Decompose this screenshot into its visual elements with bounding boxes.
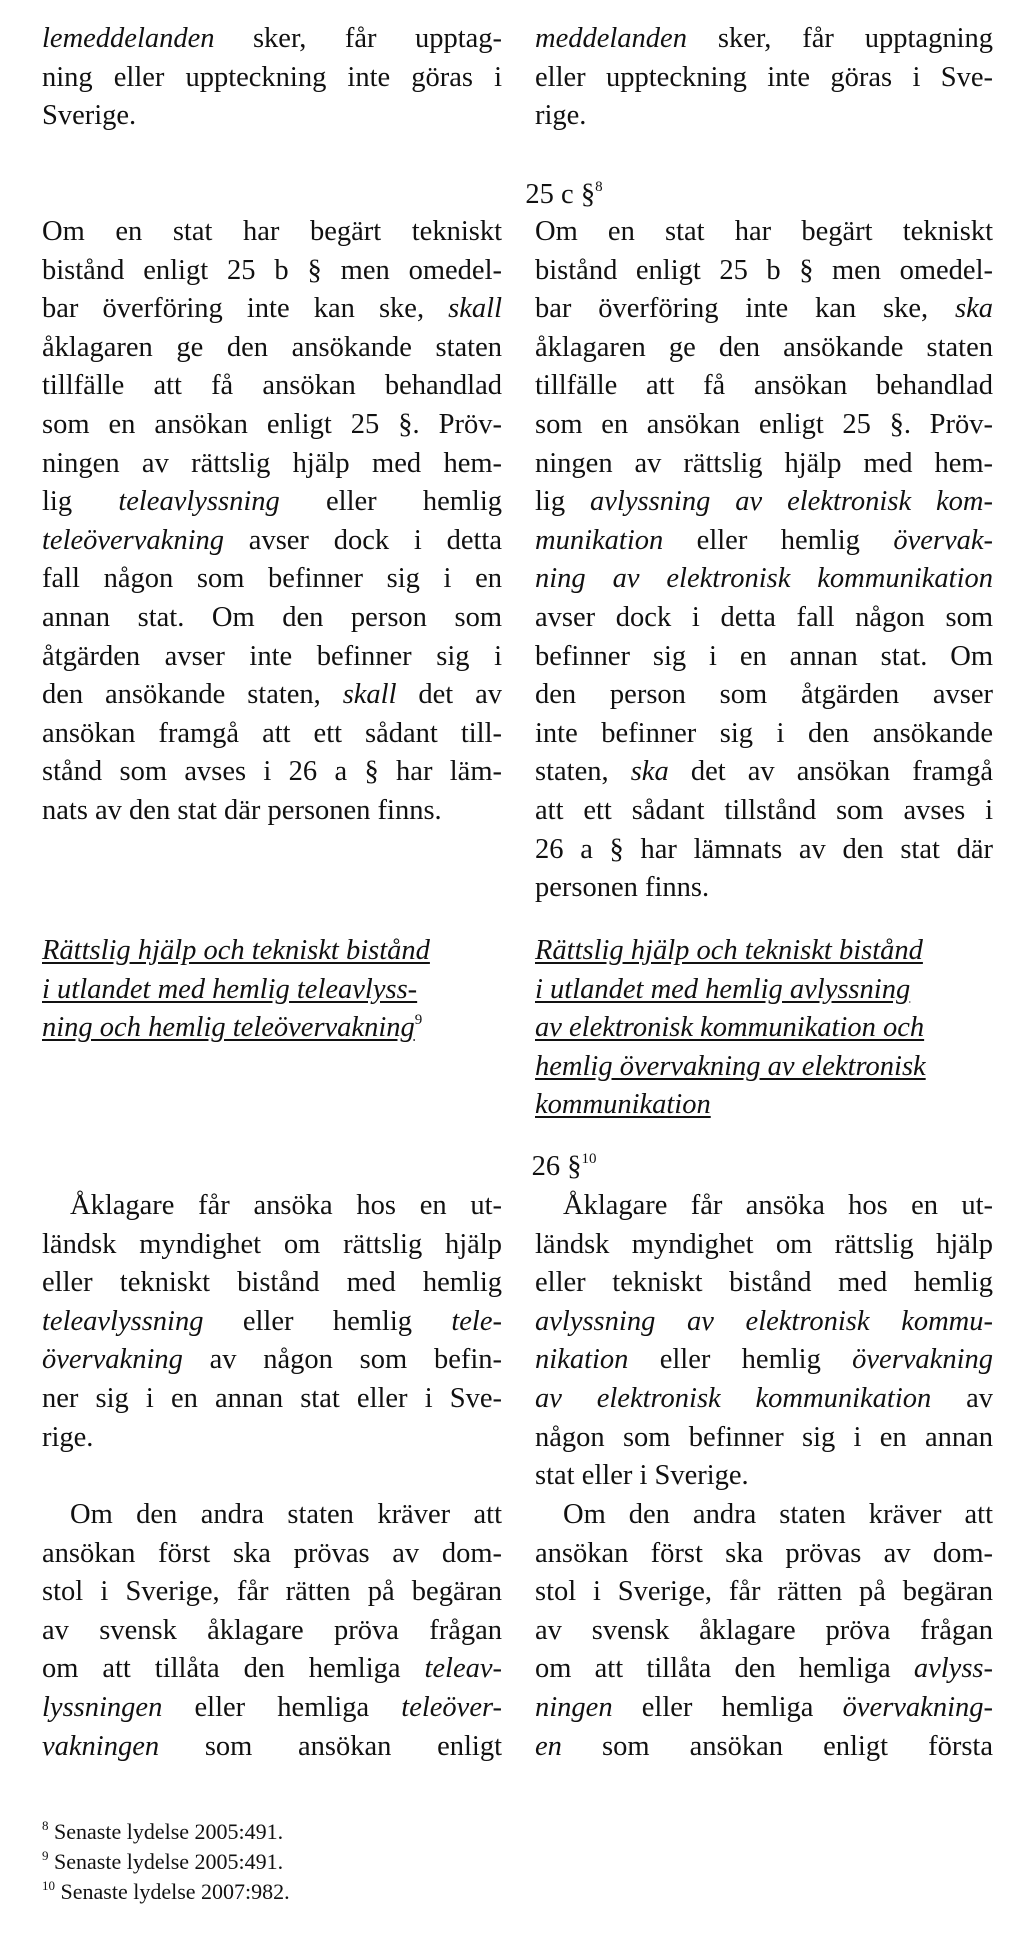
text-line: ningen eller hemliga övervakning- [535,1691,993,1723]
text-line: annan stat. Om den person som [42,601,502,633]
text-line: eller tekniskt bistånd med hemlig [535,1267,993,1299]
text-line: om att tillåta den hemliga avlyss- [535,1653,993,1685]
text-line: eller uppteckning inte göras i Sve- [535,61,993,93]
text-line: ning eller uppteckning inte göras i [42,61,502,93]
footnote: $^9$ Senaste lydelse 2005:491. [42,1848,284,1874]
text-line: staten, ska det av ansökan framgå [535,756,993,788]
text-line: lig avlyssning av elektronisk kom- [535,486,993,518]
heading-line: hemlig övervakning av elektronisk [535,1050,926,1082]
paragraph-26-2-right [535,1496,993,1766]
text-line: lyssningen eller hemliga teleöver- [42,1691,502,1723]
text-line: stat eller i Sverige. [535,1460,749,1492]
text-line: teleövervakning avser dock i detta [42,524,502,556]
text-line: av svensk åklagare pröva frågan [42,1614,502,1646]
heading-line: av elektronisk kommunikation och [535,1012,925,1044]
text-line: Om den andra staten kräver att [70,1499,502,1530]
text-line: Sverige. [42,100,137,132]
text-line: ningen av rättslig hjälp med hem- [42,447,502,479]
heading-line: ning och hemlig teleövervakning$^9$ [42,1012,423,1044]
text-line: inte befinner sig i den ansökande [535,717,993,749]
text-line: som en ansökan enligt 25 §. Pröv- [535,408,993,440]
text-line: att ett sådant tillstånd som avses i [535,794,993,826]
text-line: bistånd enligt 25 b § men omedel- [42,254,502,286]
text-line: åklagaren ge den ansökande staten [535,331,993,363]
text-line: munikation eller hemlig övervak- [535,524,993,556]
text-line: 26 a § har lämnats av den stat där [535,833,993,865]
text-line: meddelanden sker, får upptagning [535,23,993,54]
text-line: stånd som avses i 26 a § har läm- [42,756,502,788]
text-line: nats av den stat där personen finns. [42,794,442,826]
text-line: en som ansökan enligt första [535,1730,993,1762]
text-line: stol i Sverige, får rätten på begäran [535,1576,993,1608]
paragraph-26-1-right [535,1187,993,1496]
text-line: personen finns. [535,872,710,904]
text-line: Om en stat har begärt tekniskt [42,216,502,247]
text-line: tillfälle att få ansökan behandlad [535,370,993,402]
text-line: ansökan framgå att ett sådant till- [42,717,502,749]
footnote: $^{10}$ Senaste lydelse 2007:982. [42,1878,290,1904]
text-line: bar överföring inte kan ske, skall [42,293,502,325]
text-line: befinner sig i en annan stat. Om [535,640,993,672]
text-line: Åklagare får ansöka hos en ut- [563,1190,993,1221]
footnote: $^8$ Senaste lydelse 2005:491. [42,1818,284,1844]
heading-line: i utlandet med hemlig teleavlyss- [42,973,418,1005]
text-line: eller tekniskt bistånd med hemlig [42,1267,502,1299]
text-line: övervakning av någon som befin- [42,1344,502,1376]
paragraph-26-1-left [42,1187,502,1457]
heading-line: Rättslig hjälp och tekniskt bistånd [535,935,923,966]
paragraph-25c-left [42,213,502,831]
heading-line: kommunikation [535,1089,711,1121]
heading-line: Rättslig hjälp och tekniskt bistånd [42,935,430,966]
paragraph-25c-right [535,213,993,908]
text-line: vakningen som ansökan enligt [42,1730,502,1762]
text-line: rige. [535,100,587,132]
text-line: Åklagare får ansöka hos en ut- [70,1190,502,1221]
top-paragraph-left [42,20,502,136]
text-line: av svensk åklagare pröva frågan [535,1614,993,1646]
text-line: lig teleavlyssning eller hemlig [42,486,502,518]
top-paragraph-right [535,20,993,136]
text-line: Om den andra staten kräver att [563,1499,993,1530]
text-line: åtgärden avser inte befinner sig i [42,640,502,672]
text-line: den person som åtgärden avser [535,679,993,711]
text-line: ländsk myndighet om rättslig hjälp [42,1228,502,1260]
text-line: teleavlyssning eller hemlig tele- [42,1305,502,1337]
text-line: stol i Sverige, får rätten på begäran [42,1576,502,1608]
text-line: Om en stat har begärt tekniskt [535,216,993,247]
text-line: ner sig i en annan stat eller i Sve- [42,1382,502,1414]
text-line: bar överföring inte kan ske, ska [535,293,993,325]
section-heading-26: 26 §$^{10}$ [531,1151,597,1182]
text-line: avlyssning av elektronisk kommu- [535,1305,993,1337]
heading-line: i utlandet med hemlig avlyssning [535,973,911,1005]
text-line: åklagaren ge den ansökande staten [42,331,502,363]
text-line: ningen av rättslig hjälp med hem- [535,447,993,479]
text-line: nikation eller hemlig övervakning [535,1344,993,1376]
text-line: som en ansökan enligt 25 §. Pröv- [42,408,502,440]
text-line: rige. [42,1421,94,1453]
section-heading-25c: 25 c §$^8$ [525,179,603,210]
text-line: någon som befinner sig i en annan [535,1421,993,1453]
text-line: lemeddelanden sker, får upptag- [42,23,502,54]
text-line: tillfälle att få ansökan behandlad [42,370,502,402]
text-line: ansökan först ska prövas av dom- [535,1537,993,1569]
text-line: fall någon som befinner sig i en [42,563,502,595]
text-line: ländsk myndighet om rättslig hjälp [535,1228,993,1260]
text-line: bistånd enligt 25 b § men omedel- [535,254,993,286]
text-line: avser dock i detta fall någon som [535,601,993,633]
subheading-left [42,932,502,1048]
paragraph-26-2-left [42,1496,502,1766]
subheading-right [535,932,993,1125]
text-line: om att tillåta den hemliga teleav- [42,1653,502,1685]
text-line: av elektronisk kommunikation av [535,1382,993,1414]
text-line: den ansökande staten, skall det av [42,679,502,711]
text-line: ansökan först ska prövas av dom- [42,1537,502,1569]
text-line: ning av elektronisk kommunikation [535,563,993,595]
